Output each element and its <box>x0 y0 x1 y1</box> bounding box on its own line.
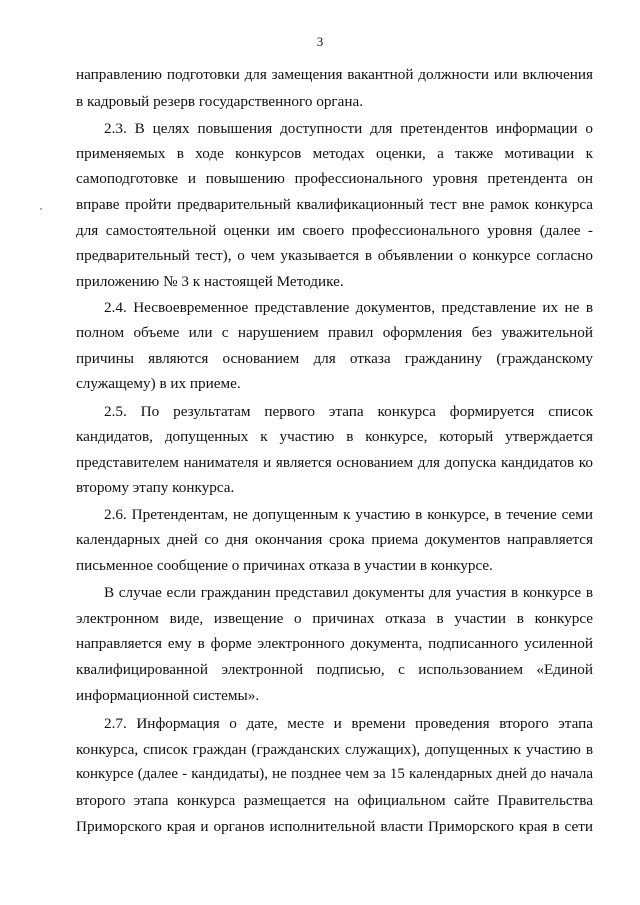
text-line: конкурсе (далее - кандидаты), не позднее чем за 15 календарных дней до начала <box>76 766 593 782</box>
text-line: в кадровый резерв государственного органа. <box>76 93 364 110</box>
text-line: конкурса, список граждан (гражданских служащих), допущенных к участию в <box>76 741 593 758</box>
text-line: вправе пройти предварительный квалификационный тест вне рамок конкурса <box>76 196 593 213</box>
text-line: полном объеме или с нарушением правил оформления без уважительной <box>76 324 593 341</box>
paragraph-2-3-start: 2.3. В целях повышения доступности для претендентов информации о <box>104 120 593 137</box>
text-line: приложению № 3 к настоящей Методике. <box>76 273 344 290</box>
paragraph-2-7-start: 2.7. Информация о дате, месте и времени проведения второго этапа <box>104 715 593 732</box>
text-line: самоподготовке и повышению профессионального уровня претендента он <box>76 170 593 187</box>
text-line: для самостоятельной оценки им своего профессионального уровня (далее - <box>76 222 593 239</box>
text-line: календарных дней со дня окончания срока приема документов направляется <box>76 531 593 548</box>
paragraph-2-5-start: 2.5. По результатам первого этапа конкурса формируется список <box>104 403 593 420</box>
paragraph-2-4-start: 2.4. Несвоевременное представление документов, представление их не в <box>104 299 593 316</box>
text-line: информационной системы». <box>76 687 260 704</box>
text-line: служащему) в их приеме. <box>76 375 241 392</box>
text-line: квалифицированной электронной подписью, с использованием «Единой <box>76 661 593 678</box>
text-line: второго этапа конкурса размещается на официальном сайте Правительства <box>76 792 593 809</box>
text-line: направляется ему в форме электронного документа, подписанного усиленной <box>76 635 593 652</box>
paragraph-2-6-start: 2.6. Претендентам, не допущенным к участию в конкурсе, в течение семи <box>104 506 593 523</box>
page-number: 3 <box>316 34 324 49</box>
text-line: электронном виде, извещение о причинах отказа в участии в конкурсе <box>76 610 593 627</box>
text-line: письменное сообщение о причинах отказа в участии в конкурсе. <box>76 557 493 574</box>
text-line: кандидатов, допущенных к участию в конкурсе, который утверждается <box>76 428 593 445</box>
text-line: второму этапу конкурса. <box>76 479 235 496</box>
text-line: Приморского края и органов исполнительной власти Приморского края в сети <box>76 818 593 835</box>
text-line: предварительный тест), о чем указывается в объявлении о конкурсе согласно <box>76 247 593 264</box>
paragraph-electronic-start: В случае если гражданин представил документы для участия в конкурсе в <box>104 584 593 601</box>
text-line: направлению подготовки для замещения вакантной должности или включения <box>76 66 593 83</box>
text-line: применяемых в ходе конкурсов методах оценки, а также мотивации к <box>76 145 593 162</box>
margin-dot <box>40 208 42 210</box>
text-line: причины являются основанием для отказа гражданину (гражданскому <box>76 350 593 367</box>
text-line: представителем нанимателя и является основанием для допуска кандидатов ко <box>76 454 593 471</box>
